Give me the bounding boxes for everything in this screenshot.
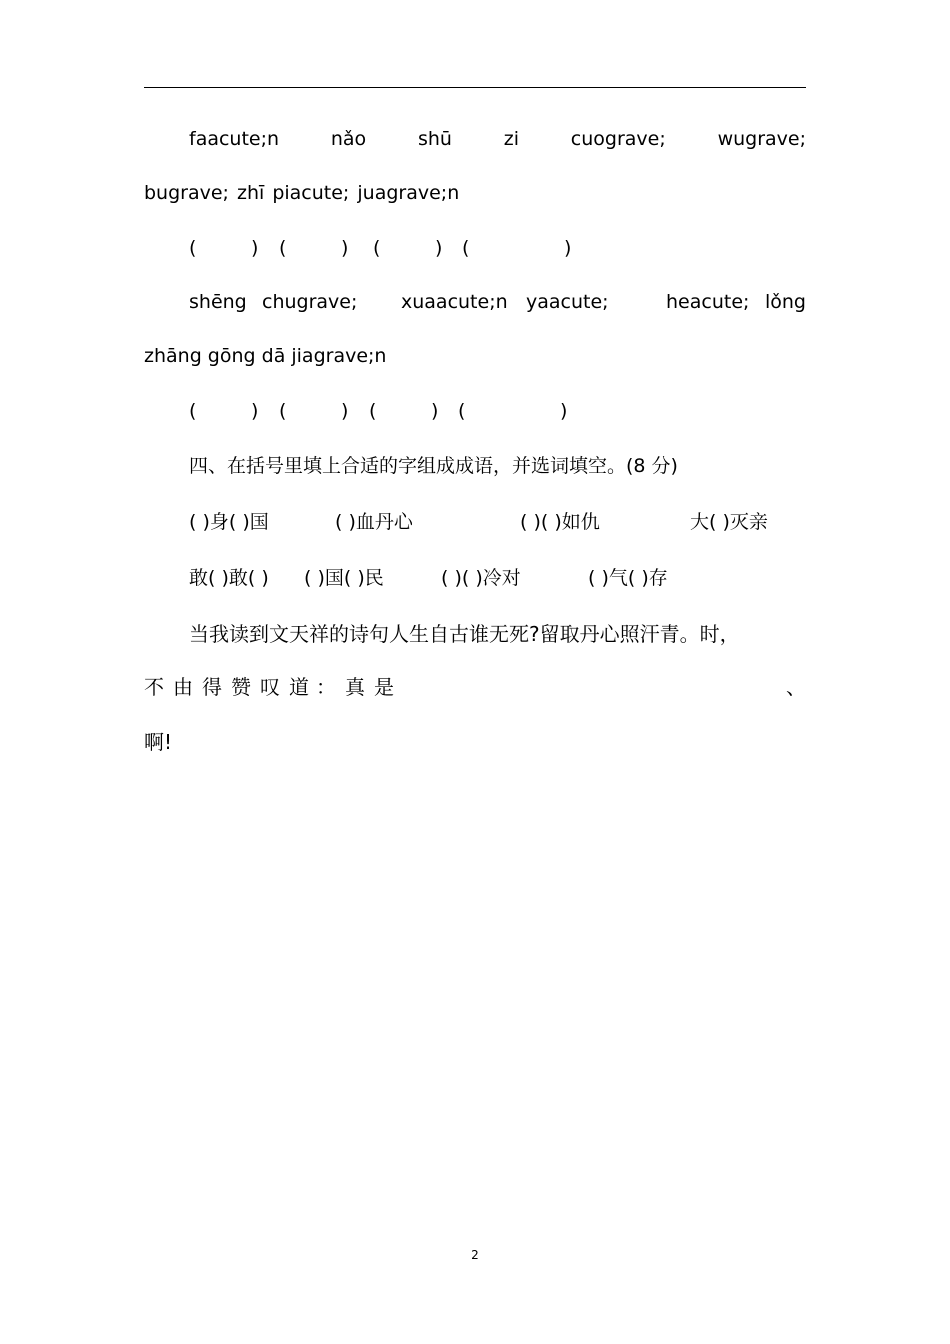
bracket-open: (: [189, 400, 197, 422]
idiom-blank: ( )( )如仇: [520, 511, 600, 533]
sentence-char: 叹: [260, 675, 280, 699]
pinyin-word: faacute;n: [189, 128, 280, 150]
sentence-char: 真: [345, 675, 365, 699]
header-rule: [144, 87, 806, 88]
idiom-blank: ( )血丹心: [335, 511, 413, 533]
pinyin-word: zi: [503, 128, 519, 150]
idiom-blank: ( )身( )国: [189, 511, 269, 533]
pinyin-word: nǎo: [330, 128, 367, 150]
answer-brackets-row2: [144, 396, 806, 426]
idiom-blank: ( )国( )民: [304, 567, 384, 589]
idiom-blank: 大( )灭亲: [690, 511, 768, 533]
bracket-close: ): [431, 400, 439, 422]
answer-brackets-row1: [144, 233, 806, 263]
idiom-row1: [144, 507, 806, 537]
bracket-open: (: [369, 400, 377, 422]
pinyin-row1-line1: [189, 124, 806, 154]
bracket-open: (: [279, 237, 287, 259]
fill-sentence-line3: 啊!: [144, 730, 173, 754]
bracket-open: (: [462, 237, 470, 259]
bracket-open: (: [458, 400, 466, 422]
pinyin-word: cuograve;: [570, 128, 666, 150]
page-number: 2: [471, 1248, 479, 1262]
pinyin-word: wugrave;: [717, 128, 806, 150]
fill-sentence-line2: [144, 672, 806, 702]
bracket-close: ): [251, 237, 259, 259]
bracket-close: ): [435, 237, 443, 259]
pinyin-row2-line2: zhāng gōng dā jiagrave;n: [144, 345, 387, 367]
sentence-char: 由: [173, 675, 193, 699]
fill-sentence-line1: 当我读到文天祥的诗句人生自古谁无死?留取丹心照汗青。时，: [189, 622, 740, 646]
section-4-title: 四、在括号里填上合适的字组成成语，并选词填空。(8 分): [189, 455, 678, 477]
sentence-char: 是: [374, 675, 394, 699]
pinyin-word: lǒng: [764, 291, 806, 313]
pinyin-row1-line2: bugrave; zhī piacute; juagrave;n: [144, 182, 460, 204]
bracket-close: ): [564, 237, 572, 259]
sentence-separator: 、: [786, 675, 806, 699]
pinyin-word: shū: [417, 128, 452, 150]
pinyin-word: yaacute;: [526, 291, 609, 313]
sentence-char: 赞: [231, 675, 251, 699]
bracket-open: (: [189, 237, 197, 259]
sentence-char: 不: [144, 675, 164, 699]
idiom-blank: ( )( )冷对: [441, 567, 521, 589]
sentence-char: ：: [316, 675, 336, 699]
bracket-close: ): [341, 237, 349, 259]
idiom-blank: 敢( )敢( ): [189, 567, 269, 589]
bracket-close: ): [251, 400, 259, 422]
idiom-row2: [144, 563, 806, 593]
sentence-char: 得: [202, 675, 222, 699]
bracket-close: ): [560, 400, 568, 422]
pinyin-word: heacute;: [666, 291, 750, 313]
pinyin-word: chugrave;: [262, 291, 358, 313]
bracket-open: (: [279, 400, 287, 422]
pinyin-row2-line1: [189, 287, 806, 317]
bracket-open: (: [373, 237, 381, 259]
sentence-char: 道: [289, 675, 309, 699]
pinyin-word: shēng: [189, 291, 247, 313]
idiom-blank: ( )气( )存: [588, 567, 668, 589]
pinyin-word: xuaacute;n: [401, 291, 508, 313]
bracket-close: ): [341, 400, 349, 422]
